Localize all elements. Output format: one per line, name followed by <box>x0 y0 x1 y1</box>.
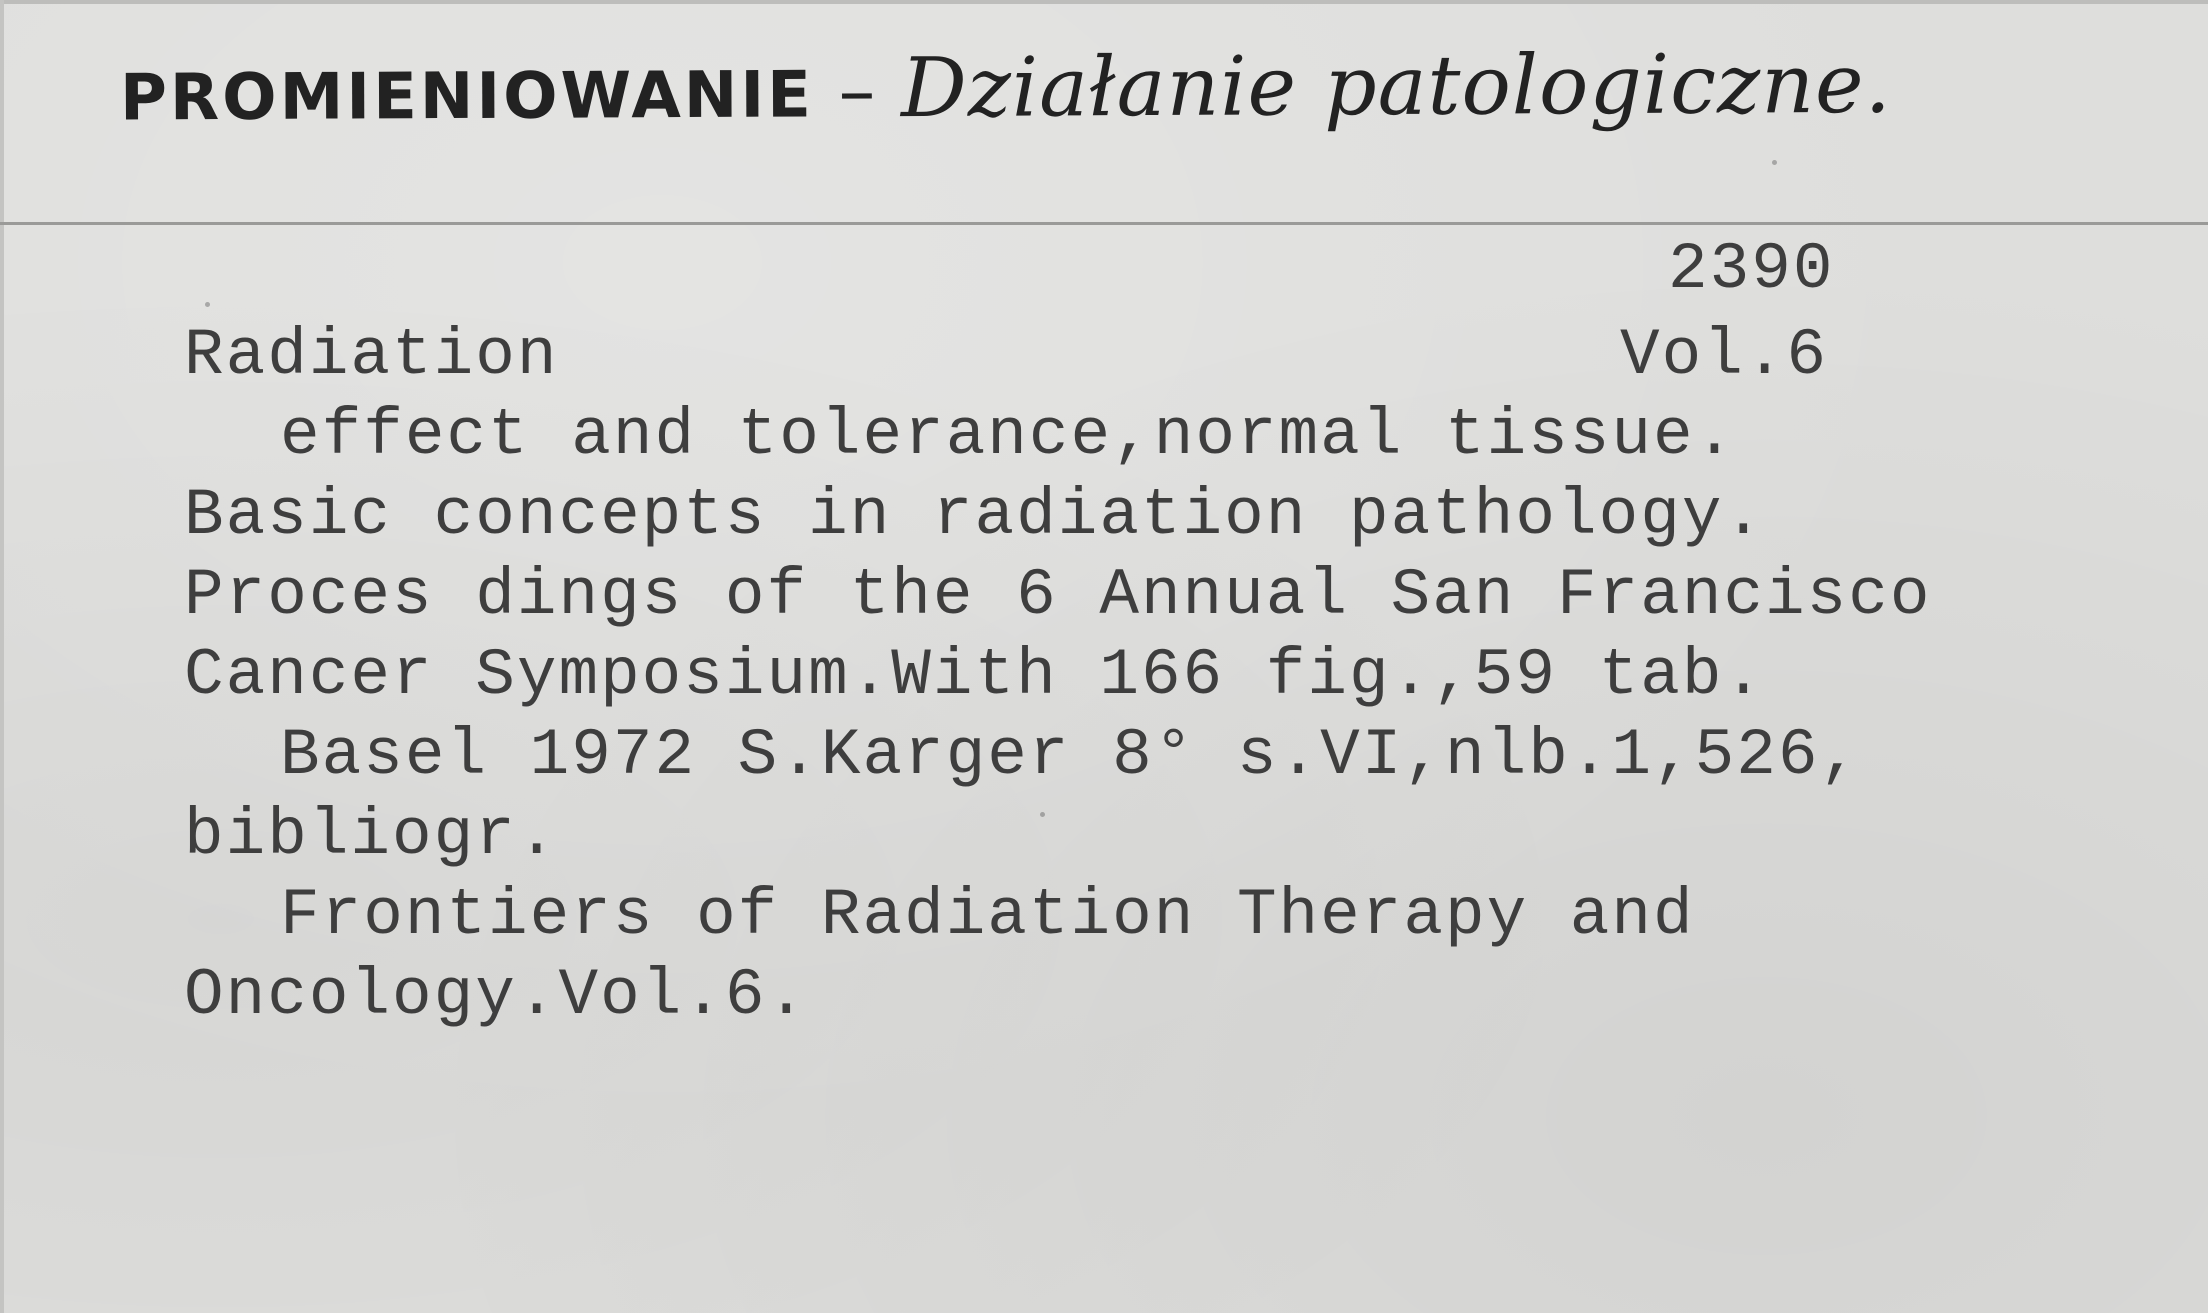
card-left-edge <box>0 0 4 1313</box>
entry-line-9: Oncology.Vol.6. <box>184 958 809 1033</box>
subject-heading-caps: PROMIENIOWANIE <box>119 58 815 136</box>
card-top-edge <box>0 0 2208 4</box>
heading-divider-line <box>0 222 2208 225</box>
entry-line-5: Cancer Symposium.With 166 fig.,59 tab. <box>184 638 1766 713</box>
subject-heading-dash: – <box>813 48 902 135</box>
entry-line-7: bibliogr. <box>184 798 559 873</box>
paper-speck <box>205 302 210 307</box>
entry-line-4: Proces dings of the 6 Annual San Francisco <box>184 558 1932 633</box>
paper-speck <box>1772 160 1777 165</box>
entry-line-6: Basel 1972 S.Karger 8° s.VI,nlb.1,526, <box>280 718 1862 793</box>
entry-line-2: effect and tolerance,normal tissue. <box>280 398 1737 473</box>
handwritten-subject-heading <box>120 36 2180 155</box>
entry-line-8: Frontiers of Radiation Therapy and <box>280 878 1695 953</box>
subject-heading-subdivision: Działanie patologiczne. <box>900 36 1892 137</box>
paper-speck <box>1040 812 1045 817</box>
entry-line-3: Basic concepts in radiation pathology. <box>184 478 1766 553</box>
call-number: 2390 <box>1668 232 1835 307</box>
volume-label: Vol.6 <box>1620 318 1829 393</box>
entry-line-1: Radiation <box>184 318 559 393</box>
